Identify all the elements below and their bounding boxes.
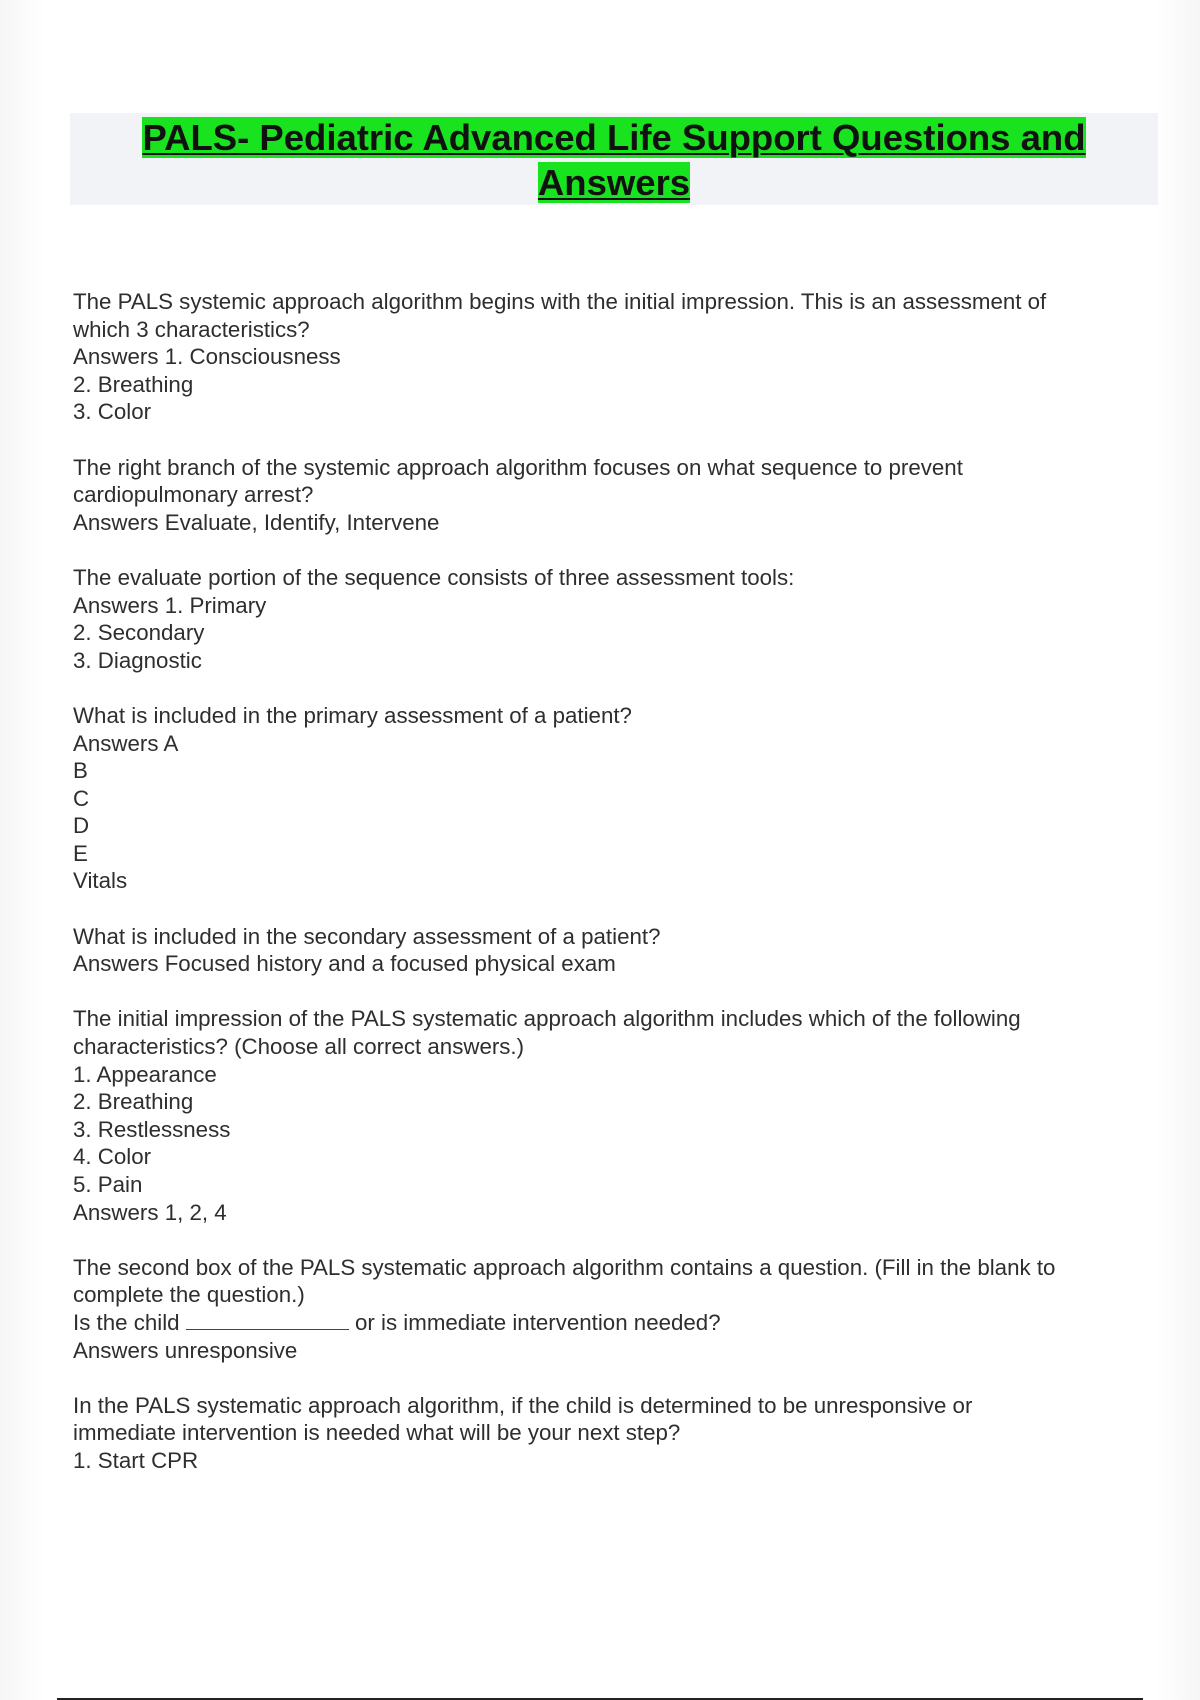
question-line: characteristics? (Choose all correct answers.) bbox=[73, 1034, 525, 1060]
answer-line: 1. Start CPR bbox=[73, 1447, 199, 1473]
qa-content bbox=[73, 288, 1143, 1502]
answer-line: 3. Color bbox=[73, 399, 152, 425]
option-line: 3. Restlessness bbox=[73, 1116, 231, 1142]
option-line: 2. Breathing bbox=[73, 1089, 194, 1115]
question-line: The evaluate portion of the sequence consists of three assessment tools: bbox=[73, 564, 795, 590]
answer-line: 2. Breathing bbox=[73, 371, 194, 397]
question-line: The initial impression of the PALS systematic approach algorithm includes which of the following bbox=[73, 1006, 1021, 1032]
answer-line: B bbox=[73, 758, 88, 784]
title-line-1: PALS- Pediatric Advanced Life Support Questions and bbox=[142, 117, 1086, 158]
option-line: 1. Appearance bbox=[73, 1061, 217, 1087]
answer-line: Answers Evaluate, Identify, Intervene bbox=[73, 509, 440, 535]
title-line-2: Answers bbox=[537, 162, 691, 203]
title-band bbox=[70, 113, 1158, 205]
qa-item bbox=[73, 564, 1143, 674]
answer-line: D bbox=[73, 813, 90, 839]
qa-item bbox=[73, 1392, 1143, 1475]
question-line: What is included in the primary assessment of a patient? bbox=[73, 702, 632, 728]
question-line: What is included in the secondary assessment of a patient? bbox=[73, 923, 661, 949]
question-line: The PALS systemic approach algorithm begins with the initial impression. This is an assessment of bbox=[73, 289, 1047, 314]
question-line: immediate intervention is needed what will be your next step? bbox=[73, 1420, 681, 1446]
answer-line: E bbox=[73, 840, 88, 866]
qa-item bbox=[73, 454, 1143, 537]
answer-line: Answers A bbox=[73, 730, 179, 756]
blank-prefix: Is the child bbox=[73, 1309, 186, 1335]
answer-line: 3. Diagnostic bbox=[73, 647, 202, 673]
answer-line: Answers 1. Consciousness bbox=[73, 344, 341, 370]
answer-line: 2. Secondary bbox=[73, 620, 205, 646]
answer-line: Answers 1. Primary bbox=[73, 592, 267, 618]
qa-item bbox=[73, 923, 1143, 978]
blank-underline bbox=[186, 1310, 349, 1330]
document-title bbox=[70, 113, 1158, 205]
fill-in-blank-line bbox=[73, 1309, 1143, 1337]
answer-line: Vitals bbox=[73, 868, 128, 894]
answer-line: Answers Focused history and a focused physical exam bbox=[73, 951, 616, 977]
question-line: The second box of the PALS systematic approach algorithm contains a question. (Fill in the blank to bbox=[73, 1254, 1056, 1280]
question-line: cardiopulmonary arrest? bbox=[73, 482, 314, 508]
blank-suffix: or is immediate intervention needed? bbox=[348, 1309, 721, 1335]
qa-item bbox=[73, 288, 1143, 426]
question-line: In the PALS systematic approach algorithm, if the child is determined to be unresponsive or bbox=[73, 1392, 973, 1418]
option-line: 5. Pain bbox=[73, 1172, 143, 1197]
option-line: 4. Color bbox=[73, 1144, 152, 1170]
qa-item bbox=[73, 1254, 1143, 1364]
qa-item bbox=[73, 702, 1143, 895]
answer-line: C bbox=[73, 785, 90, 811]
answer-line: Answers unresponsive bbox=[73, 1337, 298, 1363]
qa-item bbox=[73, 1005, 1143, 1226]
question-line: complete the question.) bbox=[73, 1282, 305, 1308]
question-line: The right branch of the systemic approach algorithm focuses on what sequence to prevent bbox=[73, 454, 963, 480]
answer-line: Answers 1, 2, 4 bbox=[73, 1199, 227, 1225]
question-line: which 3 characteristics? bbox=[73, 316, 310, 342]
